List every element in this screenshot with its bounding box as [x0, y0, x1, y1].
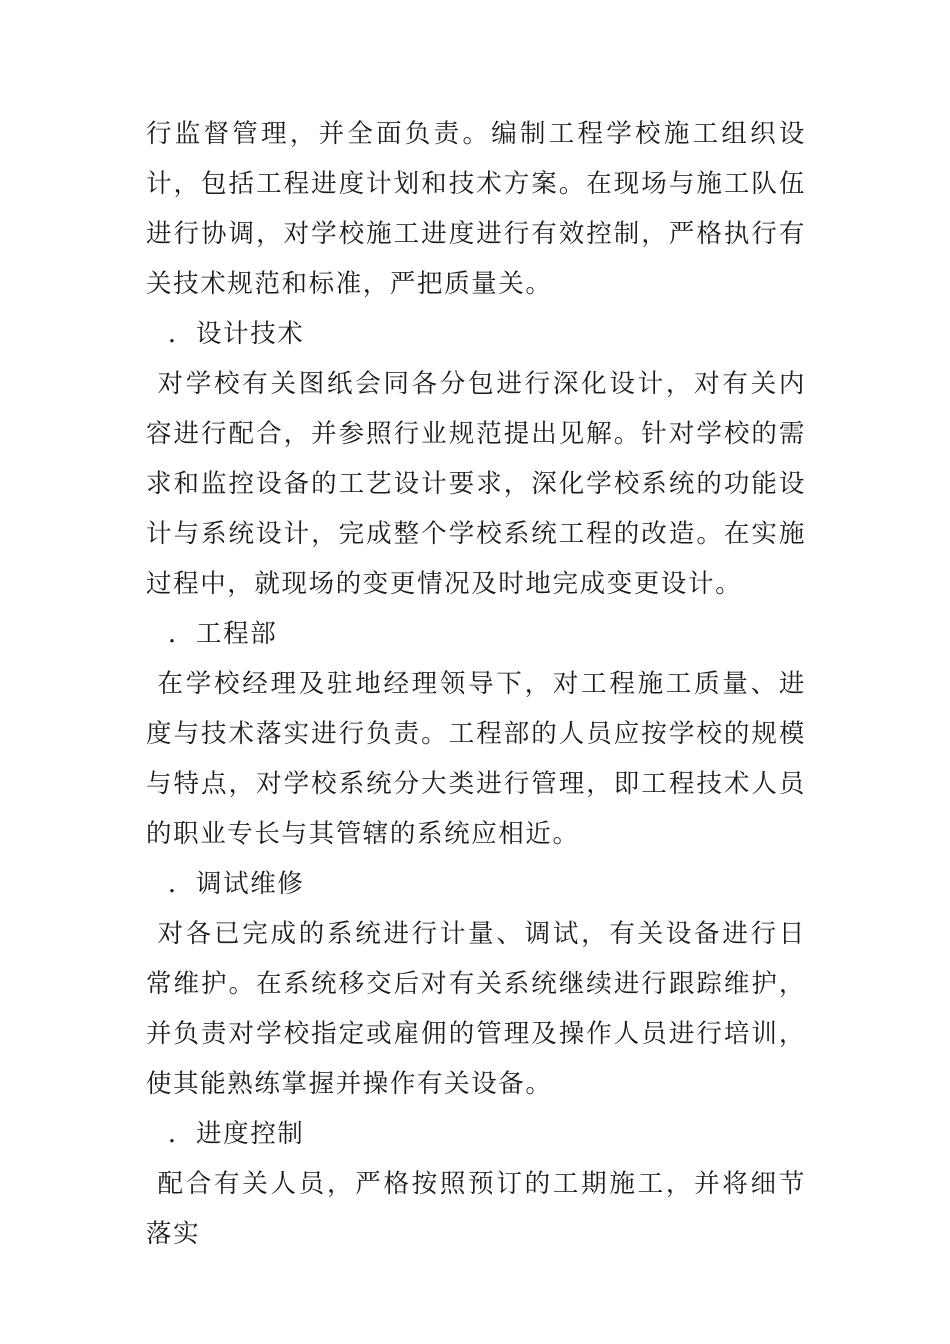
heading-bullet: ． [168, 1119, 196, 1149]
heading-text: 调试维修 [196, 869, 305, 899]
section-body-design-tech: 对学校有关图纸会同各分包进行深化设计，对有关内容进行配合，并参照行业规范提出见解。针对学校的需求和监控设备的工艺设计要求，深化学校系统的功能设计与系统设计，完成整个学校系统工程的改造。在实施过程中，就现场的变更情况及时地完成变更设计。 [146, 369, 806, 599]
section-heading-engineering-dept [146, 609, 806, 659]
heading-bullet: ． [168, 319, 196, 349]
section-body-progress-control: 配合有关人员，严格按照预订的工期施工，并将细节落实 [146, 1169, 806, 1249]
document-body [146, 109, 806, 1259]
heading-bullet: ． [168, 619, 196, 649]
heading-text: 工程部 [196, 619, 278, 649]
section-body-engineering-dept: 在学校经理及驻地经理领导下，对工程施工质量、进度与技术落实进行负责。工程部的人员应按学校的规模与特点，对学校系统分大类进行管理，即工程技术人员的职业专长与其管辖的系统应相近。 [146, 669, 806, 849]
section-body-debug-maintenance: 对各已完成的系统进行计量、调试，有关设备进行日常维护。在系统移交后对有关系统继续进行跟踪维护，并负责对学校指定或雇佣的管理及操作人员进行培训，使其能熟练掌握并操作有关设备。 [146, 919, 806, 1099]
heading-bullet: ． [168, 869, 196, 899]
section-heading-progress-control [146, 1109, 806, 1159]
section-heading-debug-maintenance [146, 859, 806, 909]
heading-text: 进度控制 [196, 1119, 305, 1149]
section-heading-design-tech [146, 309, 806, 359]
intro-paragraph: 行监督管理，并全面负责。编制工程学校施工组织设计，包括工程进度计划和技术方案。在现场与施工队伍进行协调，对学校施工进度进行有效控制，严格执行有关技术规范和标准，严把质量关。 [146, 119, 806, 299]
heading-text: 设计技术 [196, 319, 305, 349]
